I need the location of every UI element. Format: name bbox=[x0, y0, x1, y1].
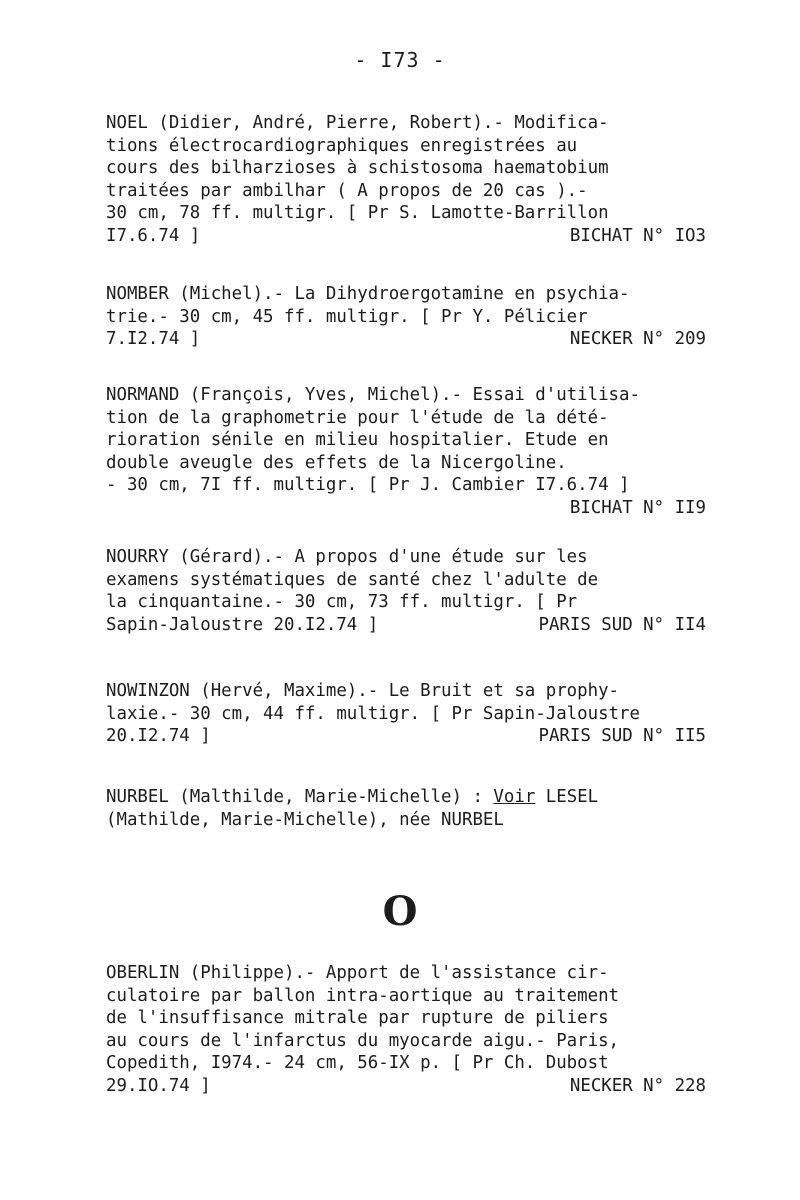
entry-final-line bbox=[106, 497, 706, 520]
section-letter: O bbox=[382, 888, 418, 935]
entry-nomber bbox=[106, 283, 706, 351]
entry-location: NECKER N° 228 bbox=[569, 1075, 706, 1096]
entry-line: OBERLIN (Philippe).- Apport de l'assistance cir- bbox=[106, 963, 609, 983]
entry-location: BICHAT N° IO3 bbox=[569, 225, 706, 246]
entry-line: tions électrocardiographiques enregistrées au bbox=[106, 135, 578, 156]
entry-date: I7.6.74 ] bbox=[106, 225, 201, 246]
entry-final-line bbox=[106, 614, 706, 637]
entry-date: 7.I2.74 ] bbox=[106, 329, 201, 350]
cross-ref-line bbox=[106, 786, 706, 809]
entry-normand bbox=[106, 384, 706, 520]
entry-line: NOMBER (Michel).- La Dihydroergotamine en psychia- bbox=[106, 284, 630, 304]
entry-location: NECKER N° 209 bbox=[569, 329, 706, 350]
entry-line: cours des bilharzioses à schistosoma haematobium bbox=[106, 158, 609, 179]
entry-line: - 30 cm, 7I ff. multigr. [ Pr J. Cambier I7.6.74 ] bbox=[106, 475, 630, 496]
entry-line: la cinquantaine.- 30 cm, 73 ff. multigr. [ Pr bbox=[106, 592, 578, 613]
entry-final-line bbox=[106, 725, 706, 748]
cross-ref-target: LESEL bbox=[535, 787, 599, 807]
entry-oberlin bbox=[106, 962, 706, 1098]
entry-line: NOURRY (Gérard).- A propos d'une étude sur les bbox=[106, 547, 588, 567]
entry-location: PARIS SUD N° II5 bbox=[538, 726, 706, 747]
cross-ref-line-2: (Mathilde, Marie-Michelle), née NURBEL bbox=[106, 809, 504, 830]
entry-final-line bbox=[106, 1075, 706, 1098]
page-number: - I73 - bbox=[354, 48, 446, 72]
cross-ref-lead: NURBEL (Malthilde, Marie-Michelle) : bbox=[106, 787, 494, 807]
entry-line: tion de la graphometrie pour l'étude de la dété- bbox=[106, 407, 609, 428]
entry-line: examens systématiques de santé chez l'adulte de bbox=[106, 569, 599, 590]
entry-date: 29.IO.74 ] bbox=[106, 1075, 211, 1096]
entry-line: rioration sénile en milieu hospitalier. Etude en bbox=[106, 430, 609, 451]
entry-line: double aveugle des effets de la Nicergoline. bbox=[106, 452, 567, 473]
entry-line: NOEL (Didier, André, Pierre, Robert).- Modifica- bbox=[106, 113, 609, 133]
entry-line: 30 cm, 78 ff. multigr. [ Pr S. Lamotte-Barrillon bbox=[106, 203, 609, 224]
entry-line: traitées par ambilhar ( A propos de 20 cas ).- bbox=[106, 180, 588, 201]
voir-label: Voir bbox=[493, 787, 536, 807]
entry-nowinzon bbox=[106, 680, 706, 748]
entry-location: PARIS SUD N° II4 bbox=[538, 614, 706, 635]
entry-line: Copedith, I974.- 24 cm, 56-IX p. [ Pr Ch. Dubost bbox=[106, 1053, 609, 1074]
entry-line: laxie.- 30 cm, 44 ff. multigr. [ Pr Sapin-Jaloustre bbox=[106, 703, 640, 724]
entry-date: 20.I2.74 ] bbox=[106, 726, 211, 747]
entry-line: au cours de l'infarctus du myocarde aigu.- Paris, bbox=[106, 1030, 620, 1051]
entry-date: Sapin-Jaloustre 20.I2.74 ] bbox=[106, 614, 379, 635]
entry-noel bbox=[106, 112, 706, 248]
entry-line: NOWINZON (Hervé, Maxime).- Le Bruit et sa prophy- bbox=[106, 681, 620, 701]
entry-location: BICHAT N° II9 bbox=[569, 497, 706, 518]
entry-line: trie.- 30 cm, 45 ff. multigr. [ Pr Y. Pélicier bbox=[106, 306, 588, 327]
entry-line: NORMAND (François, Yves, Michel).- Essai d'utilisa- bbox=[106, 385, 640, 405]
entry-line: culatoire par ballon intra-aortique au traitement bbox=[106, 985, 620, 1006]
entry-final-line bbox=[106, 225, 706, 248]
entry-line: de l'insuffisance mitrale par rupture de piliers bbox=[106, 1008, 609, 1029]
entry-final-line bbox=[106, 328, 706, 351]
entry-nourry bbox=[106, 546, 706, 636]
entry-nurbel-cross-reference bbox=[106, 786, 706, 831]
